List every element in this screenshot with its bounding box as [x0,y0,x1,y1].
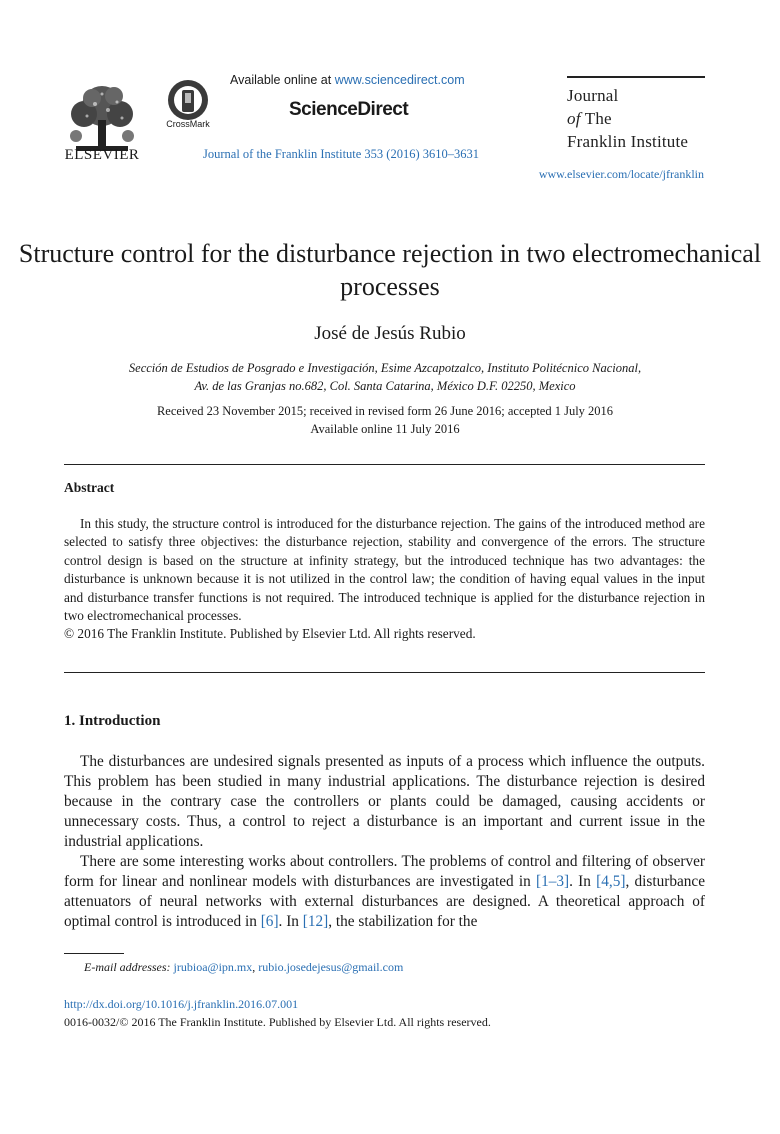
citation-link[interactable]: [4,5] [596,873,626,890]
doi-link[interactable]: http://dx.doi.org/10.1016/j.jfranklin.2016.07.001 [64,997,299,1011]
publisher-name: ELSEVIER [64,147,140,163]
journal-masthead-line1: Journal [567,86,619,105]
email-link-2[interactable]: rubio.josedejesus@gmail.com [258,960,404,974]
received-dates: Received 23 November 2015; received in revised form 26 June 2016; accepted 1 July 2016 [156,404,614,418]
available-prefix: Available online at [230,73,335,87]
footnote-divider [64,953,124,954]
journal-masthead-line2 [567,107,705,130]
journal-masthead-line3: Franklin Institute [567,132,689,151]
text-run: There are some interesting works about controllers. The problems of control and filtering of observer form for linear and nonlinear models with disturbances are investigated in [64,853,705,890]
article-author: José de Jesús Rubio [314,323,466,344]
abstract-copyright: © 2016 The Franklin Institute. Published by Elsevier Ltd. All rights reserved. [64,626,476,641]
crossmark-label: CrossMark [166,119,210,129]
author-affiliation [0,359,770,395]
sciencedirect-wordmark: ScienceDirect [289,99,409,120]
divider [64,672,705,673]
article-dates [0,402,770,438]
email-footnote [84,960,403,975]
affiliation-line1: Sección de Estudios de Posgrado e Investigación, Esime Azcapotzalco, Instituto Politécnico Nacional, [128,361,642,375]
issn-copyright: 0016-0032/© 2016 The Franklin Institute. Published by Elsevier Ltd. All rights reserved. [64,1015,491,1029]
article-title: Structure control for the disturbance rejection in two electromechanical processes [18,239,762,301]
abstract-text [64,515,705,625]
email-link-1[interactable]: jrubioa@ipn.mx [173,960,253,974]
citation-link[interactable]: [1–3] [535,873,570,890]
intro-paragraph-2 [64,852,705,932]
available-date: Available online 11 July 2016 [310,422,460,436]
journal-masthead-of: of [567,109,581,128]
abstract-paragraph: In this study, the structure control is introduced for the disturbance rejection. The gains of the introduced method are selected to satisfy three objectives: the disturbance rejection, stability and convergence of the errors. The structure control design is based on the structure at infinity strategy, but the introduced technique has two advantages: the disturbance is unknown because it is not utilized in the control law; the condition of having equal values in the input and disturbance transfer functions is not required. The introduced technique is applied for the disturbance rejection in two electromechanical processes. [64,516,705,624]
text-run: , the stabilization for the [328,913,478,930]
email-label: E-mail addresses: [84,960,171,974]
divider [64,464,705,465]
available-online-line [230,73,465,87]
sciencedirect-link[interactable]: www.sciencedirect.com [334,73,465,87]
text-run: , disturbance attenuators of neural networks with external disturbances are designed. A theoretical approach of optimal control is introduced in [64,873,705,930]
journal-masthead-the: The [580,109,612,128]
abstract-heading: Abstract [64,480,115,495]
text-run: . In [569,873,597,890]
email-separator: , [252,960,259,974]
introduction-body [64,752,705,932]
journal-masthead [567,76,705,153]
journal-url-link[interactable]: www.elsevier.com/locate/jfranklin [538,167,704,181]
intro-paragraph-1: The disturbances are undesired signals presented as inputs of a process which influence the outputs. This problem has been studied in many industrial applications. The disturbance rejection is desired because in the contrary case the controllers or plants could be damaged, causing accidents or unnecessary costs. Thus, a control to reject a disturbance is an important and current issue in the industrial applications. [64,753,705,850]
section-heading-introduction: 1. Introduction [64,713,161,729]
journal-reference[interactable]: Journal of the Franklin Institute 353 (2016) 3610–3631 [203,147,480,161]
citation-link[interactable]: [12] [302,913,329,930]
text-run: . In [278,913,303,930]
citation-link[interactable]: [6] [260,913,279,930]
affiliation-line2: Av. de las Granjas no.682, Col. Santa Catarina, México D.F. 02250, Mexico [194,379,576,393]
